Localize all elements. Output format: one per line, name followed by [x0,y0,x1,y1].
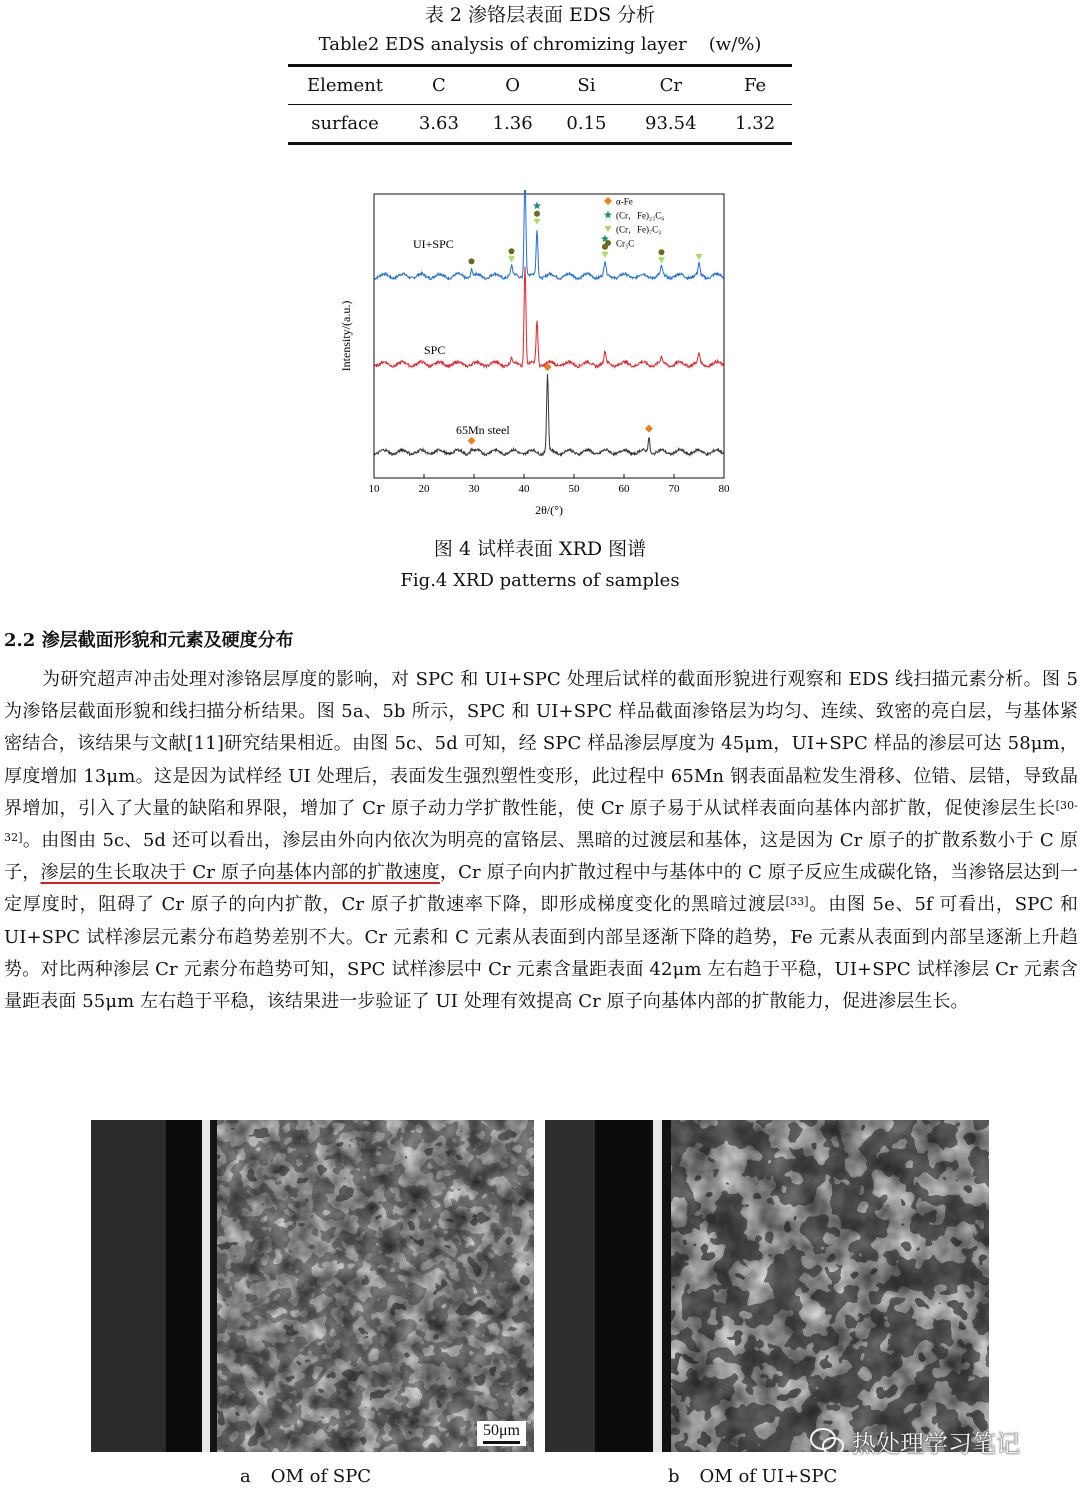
table-title-en-text: Table2 EDS analysis of chromizing layer [318,34,687,55]
xrd-chart [330,190,750,530]
paragraph-text: 为研究超声冲击处理对渗铬层厚度的影响，对 SPC 和 UI+SPC 处理后试样的截面形貌进行观察和 EDS 线扫描元素分析。图 5 为渗铬层截面形貌和线扫描分析结果。图 5a、5b 所示，SPC 和 UI+SPC 样品截面渗铬层为均匀、连续、致密的亮白层，与基体紧密结合，该结果与文献[11]研究结果相近。由图 5c、5d 可知，经 SPC 样品渗层厚度为 45μm，UI+SPC 样品的渗层可达 58μm，厚度增加 13μm。这是因为试样经 UI 处理后，表面发生强烈塑性变形，此过程中 65Mn 钢表面晶粒发生滑移、位错、层错，导致晶界增加，引入了大量的缺陷和界限，增加了 Cr 原子动力学扩散性能，使 Cr 原子易于从试样表面向基体内部扩散，促使渗层生长 [4,669,1078,819]
peak-marker-diamond [645,425,653,433]
paragraph-text: ，Cr 原子向内扩散过程中与基体中的 C 原子反应生成碳化铬，当渗铬层达到一定厚度时，阻碍了 Cr 原子的向内扩散，Cr 原子扩散速率下降，即形成梯度变化的黑暗过渡层 [4,862,1079,916]
table-title-en [0,34,1080,55]
table-header: Si [577,75,596,96]
watermark-text: 热处理学习笔记 [852,1430,1020,1458]
micrograph-caption-b [668,1466,837,1487]
peak-marker-diamond [468,437,476,445]
series-line-ui-spc [374,190,724,280]
body-paragraph [4,664,1078,1018]
section-heading: 2.2 渗层截面形貌和元素及硬度分布 [4,630,294,651]
legend-label: (Cr，Fe)₇C₃ [616,224,662,235]
caption-letter: a [240,1466,251,1487]
peak-marker-star [533,202,541,210]
x-axis-label: 2θ/(°) [535,503,563,517]
legend-label: α-Fe [616,196,633,207]
peak-marker-triangle [602,252,609,258]
micrograph-ui-spc [545,1120,989,1452]
scale-bar [477,1421,526,1446]
paragraph-text: 。由图由 5c、5d 还可以看出，渗层由外向内依次为明亮的富铬层、黑暗的过渡层和基体，这是因为 Cr 原子的扩散系数小于 C 原子， [4,830,1078,884]
table-header: Cr [659,75,682,96]
x-tick-label: 20 [418,483,430,495]
legend-marker-circle [605,240,611,246]
series-line-65mn-steel [374,374,724,456]
table-header: Fe [744,75,767,96]
peak-marker-circle [509,248,515,254]
figure4-caption-cn: 图 4 试样表面 XRD 图谱 [433,538,647,560]
table-cell: 3.63 [418,113,459,134]
x-tick-label: 80 [718,483,730,495]
micrograph-image [91,1120,534,1452]
paragraph-text: 。由图 5e、5f 可看出，SPC 和 UI+SPC 试样渗层元素分布趋势差别不大。Cr 元素和 C 元素从表面到内部呈逐渐下降的趋势，Fe 元素从表面到内部呈逐渐上升趋势。对比两种渗层 Cr 元素分布趋势可知，SPC 试样渗层中 Cr 元素含量距表面 42μm 左右趋于平稳，UI+SPC 试样渗层 Cr 元素含量距表面 55μm 左右趋于平稳，该结果进一步验证了 UI 处理有效提高 Cr 原子向基体内部的扩散能力，促进渗层生长。 [4,894,1079,1013]
legend-marker-triangle [605,226,612,232]
micrograph-spc [91,1120,534,1452]
peak-marker-triangle [508,256,515,262]
caption-letter: b [668,1466,680,1487]
table-cell: surface [311,113,379,134]
table-cell: 93.54 [645,113,697,134]
eds-table [288,64,792,145]
x-tick-label: 10 [368,483,380,495]
table-row [288,105,792,144]
wechat-icon [810,1427,844,1457]
micrograph-caption-a [240,1466,371,1487]
scale-label: 50μm [482,1422,520,1439]
peak-marker-circle [659,249,665,255]
underlined-phrase: 渗层的生长取决于 Cr 原子向基体内部的扩散速度 [40,862,440,884]
legend-label: Cr₃C [616,238,635,249]
x-tick-label: 60 [618,483,630,495]
legend-marker-diamond [604,197,612,205]
table-header: O [505,75,521,96]
series-label: 65Mn steel [456,423,510,437]
legend-marker-star [604,211,612,219]
table-header: Element [306,75,384,96]
x-tick-label: 70 [668,483,680,495]
series-label: UI+SPC [413,237,454,251]
table-unit: (w/%) [708,34,762,55]
citation-ref: [33] [785,895,809,909]
citation-ref: [30-32] [4,798,1078,845]
table-header: C [432,75,446,96]
peak-marker-circle [469,258,475,264]
table-cell: 1.32 [735,113,776,134]
peak-marker-triangle [534,219,541,225]
x-tick-label: 40 [518,483,530,495]
peak-marker-triangle [696,254,703,260]
series-label: SPC [424,343,446,357]
table-cell: 1.36 [492,113,533,134]
legend-label: (Cr，Fe)₂₃C₆ [616,210,665,221]
peak-marker-circle [534,211,540,217]
peak-marker-triangle [658,257,665,263]
caption-text: OM of UI+SPC [699,1466,838,1487]
x-tick-label: 30 [468,483,480,495]
table-cell: 0.15 [566,113,607,134]
table-header-row [288,66,792,105]
watermark-logo [810,1424,1020,1459]
x-tick-label: 50 [568,483,580,495]
table-title-cn: 表 2 渗铬层表面 EDS 分析 [424,4,656,26]
micrograph-image [545,1120,989,1452]
caption-text: OM of SPC [270,1466,372,1487]
y-axis-label: Intensity/(a.u.) [339,300,353,372]
figure4-caption-en: Fig.4 XRD patterns of samples [400,570,680,591]
